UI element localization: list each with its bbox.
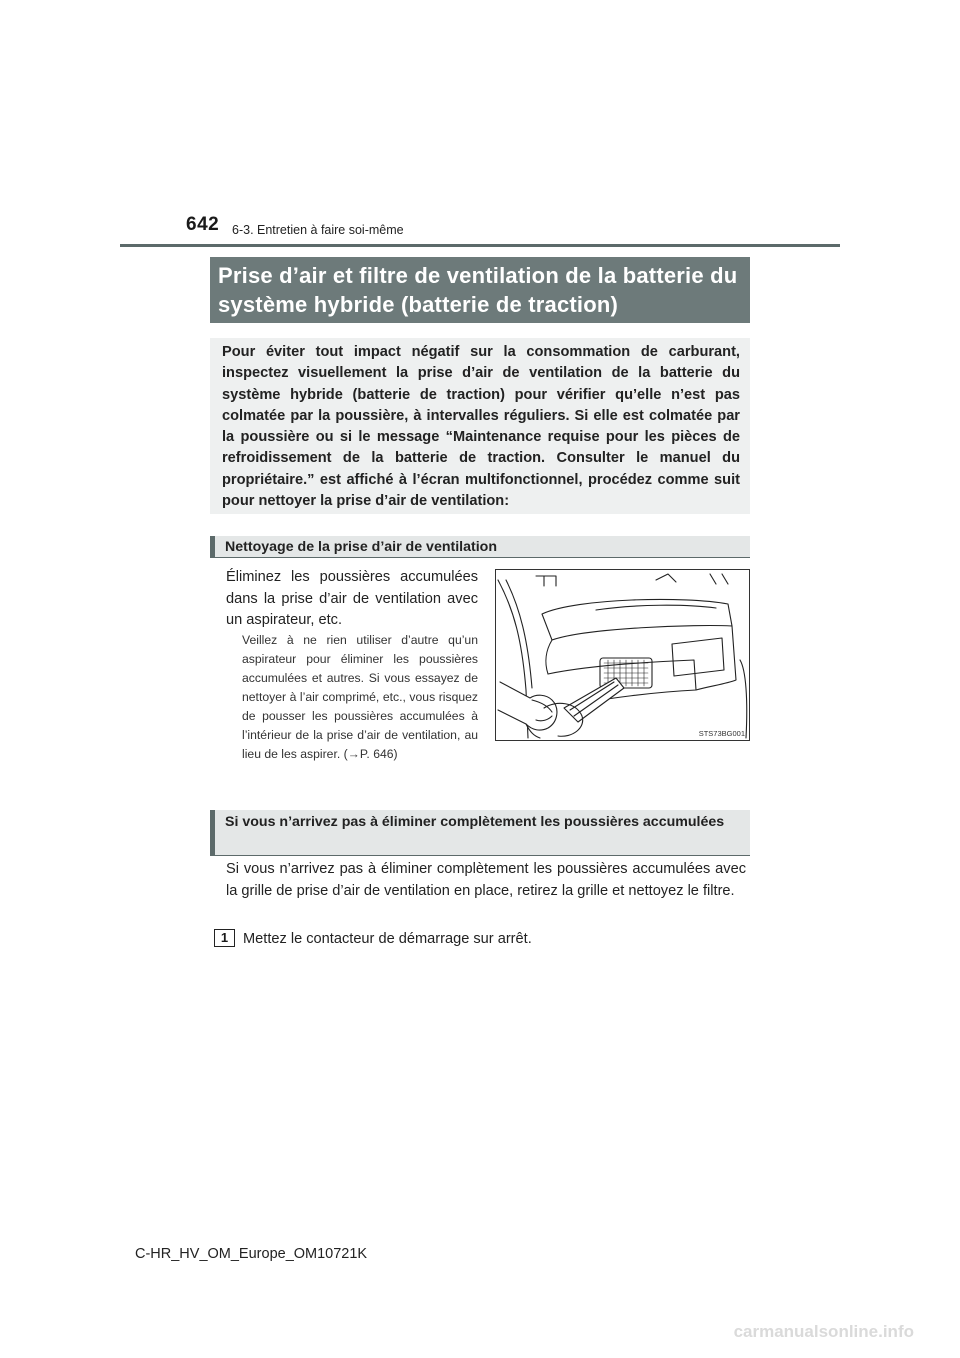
filter-instruction: Si vous n’arrivez pas à éliminer complètement les poussières accumulées avec la grille de prise d’air de ventilation en place, retirez la grille et nettoyez le filtre. xyxy=(226,861,746,899)
intro-text: Pour éviter tout impact négatif sur la consommation de carburant, inspectez visuellement la prise d’air de ventilation de la batterie du système hybride (batterie de traction) pour vérifier qu’elle n’est pas colmatée par la poussière, à intervalles réguliers. Si elle est colmatée par la poussière ou si le message “Maintenance requise pour les pièces de refroidissement de la batterie de traction. Consulter le manuel du propriétaire.” est affiché à l’écran multifonctionnel, procédez comme suit pour nettoyer la prise d’air de ventilation: xyxy=(210,338,750,514)
figure-code: STS73BG001 xyxy=(698,729,745,738)
section-reference: 6-3. Entretien à faire soi-même xyxy=(232,223,404,237)
vacuum-cleaning-drawing xyxy=(496,570,749,740)
section-heading-incomplete-cleaning: Si vous n’arrivez pas à éliminer complètement les poussières accumulées xyxy=(210,810,750,856)
page-title: Prise d’air et filtre de ventilation de la batterie du système hybride (batterie de traction) xyxy=(210,257,750,323)
header-divider xyxy=(120,244,840,247)
cleaning-note: Veillez à ne rien utiliser d’autre qu’un aspirateur pour éliminer les poussières accumulées et autres. Si vous essayez de nettoyer à l’air comprimé, etc., vous risquez de pousser les poussières accumulées à l’intérieur de la prise d’air de ventilation, au lieu de les aspirer. (→P. 646) xyxy=(242,633,478,761)
step-text: Mettez le contacteur de démarrage sur arrêt. xyxy=(243,931,532,947)
section-heading-cleaning: Nettoyage de la prise d’air de ventilation xyxy=(210,536,750,558)
cleaning-instruction: Éliminez les poussières accumulées dans la prise d’air de ventilation avec un aspirateur, etc. xyxy=(226,569,478,629)
step-number-badge: 1 xyxy=(214,929,235,947)
watermark: carmanualsonline.info xyxy=(733,1322,914,1341)
vacuum-illustration xyxy=(495,569,750,741)
page-number: 642 xyxy=(186,214,220,235)
document-id: C-HR_HV_OM_Europe_OM10721K xyxy=(135,1246,368,1262)
